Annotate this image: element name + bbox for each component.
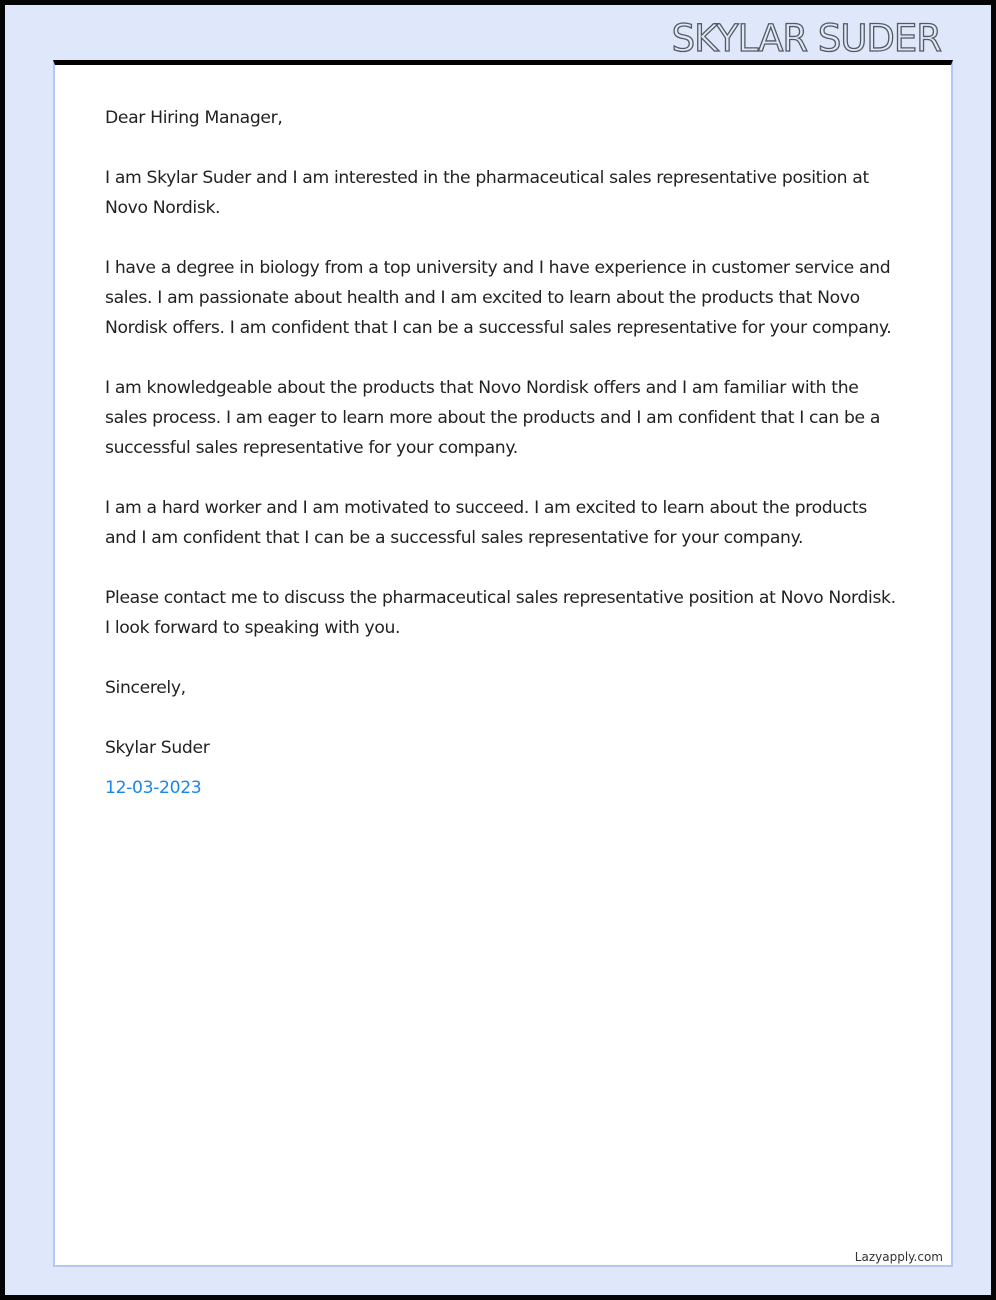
paragraph-motivation: I am a hard worker and I am motivated to succeed. I am excited to learn about the products and I am confident that I can be a successful sales representative for your company. [105,498,867,548]
letter-page [53,60,953,1267]
cover-letter-body [105,103,900,833]
paragraph-background: I have a degree in biology from a top university and I have experience in customer service and sales. I am passionate about health and I am excited to learn about the products that Novo Nordisk offers. I am confident that I can be a successful sales representative for your company. [105,258,892,338]
paragraph-contact: Please contact me to discuss the pharmaceutical sales representative position at Novo Nordisk. I look forward to speaking with you. [105,588,896,638]
paragraph-intro: I am Skylar Suder and I am interested in the pharmaceutical sales representative position at Novo Nordisk. [105,168,869,218]
letter-date: 12-03-2023 [105,778,202,798]
closing: Sincerely, [105,678,186,698]
footer-brand-link[interactable]: Lazyapply.com [854,1250,943,1264]
signature: Skylar Suder [105,738,210,758]
paragraph-knowledge: I am knowledgeable about the products that Novo Nordisk offers and I am familiar with the sales process. I am eager to learn more about the products and I am confident that I can be a successful sales representative for your company. [105,378,881,458]
salutation: Dear Hiring Manager, [105,108,283,128]
applicant-name-header: SKYLAR SUDER [671,17,941,60]
